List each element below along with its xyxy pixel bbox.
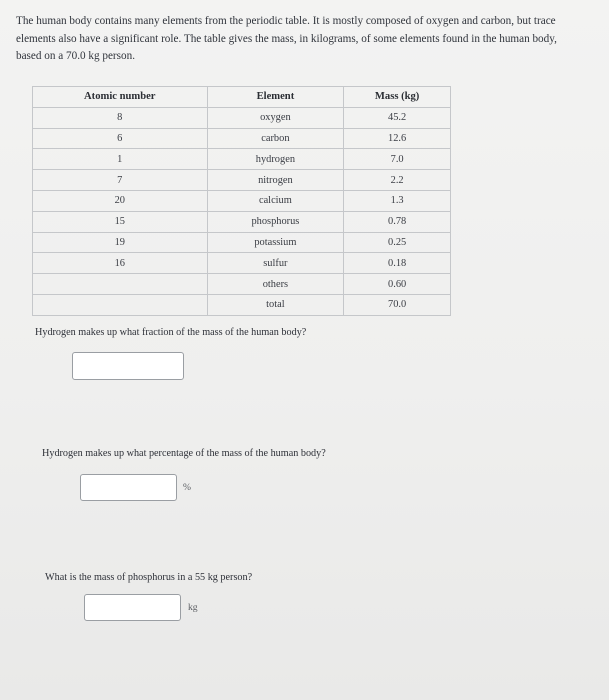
mass-cell: 0.78 [344, 211, 451, 232]
table-row-total [33, 294, 451, 315]
element-mass-table [32, 86, 451, 316]
mass-cell: 0.60 [344, 274, 451, 295]
element-cell: hydrogen [207, 149, 344, 170]
phosphorus-mass-answer-input[interactable] [84, 594, 181, 621]
question-phosphorus-mass-text: What is the mass of phosphorus in a 55 kg person? [45, 572, 253, 583]
table-row [33, 232, 451, 253]
question-percentage-text: Hydrogen makes up what percentage of the mass of the human body? [42, 448, 326, 459]
mass-cell: 0.25 [344, 232, 451, 253]
element-cell: carbon [207, 128, 344, 149]
table-row [33, 274, 451, 295]
element-cell: sulfur [207, 253, 344, 274]
intro-line-3: based on a 70.0 kg person. [16, 50, 135, 62]
mass-cell: 7.0 [344, 149, 451, 170]
mass-cell: 0.18 [344, 253, 451, 274]
element-cell: others [207, 274, 344, 295]
table-row [33, 107, 451, 128]
percent-unit-label: % [183, 482, 191, 493]
atomic-number-cell [33, 294, 208, 315]
atomic-number-cell: 16 [33, 253, 208, 274]
header-atomic-number: Atomic number [33, 87, 208, 108]
mass-cell: 2.2 [344, 170, 451, 191]
mass-cell: 70.0 [344, 294, 451, 315]
question-fraction-text: Hydrogen makes up what fraction of the mass of the human body? [35, 327, 307, 338]
element-cell: calcium [207, 190, 344, 211]
kg-unit-label: kg [188, 602, 198, 613]
header-element: Element [207, 87, 344, 108]
element-cell: total [207, 294, 344, 315]
table-row [33, 149, 451, 170]
element-cell: nitrogen [207, 170, 344, 191]
element-cell: phosphorus [207, 211, 344, 232]
table-header-row [33, 87, 451, 108]
atomic-number-cell: 19 [33, 232, 208, 253]
mass-cell: 12.6 [344, 128, 451, 149]
mass-cell: 45.2 [344, 107, 451, 128]
intro-line-1: The human body contains many elements from the periodic table. It is mostly composed of oxygen and carbon, but trace [16, 15, 556, 27]
element-cell: potassium [207, 232, 344, 253]
atomic-number-cell: 20 [33, 190, 208, 211]
table-row [33, 190, 451, 211]
element-cell: oxygen [207, 107, 344, 128]
header-mass: Mass (kg) [344, 87, 451, 108]
table-row [33, 170, 451, 191]
table-row [33, 253, 451, 274]
atomic-number-cell: 15 [33, 211, 208, 232]
atomic-number-cell [33, 274, 208, 295]
problem-intro [16, 13, 601, 66]
atomic-number-cell: 1 [33, 149, 208, 170]
mass-cell: 1.3 [344, 190, 451, 211]
atomic-number-cell: 8 [33, 107, 208, 128]
atomic-number-cell: 6 [33, 128, 208, 149]
intro-line-2: elements also have a significant role. The table gives the mass, in kilograms, of some elements found in the human body, [16, 32, 557, 45]
table-row [33, 211, 451, 232]
fraction-answer-input[interactable] [72, 352, 184, 380]
table-row [33, 128, 451, 149]
atomic-number-cell: 7 [33, 170, 208, 191]
percentage-answer-input[interactable] [80, 474, 177, 501]
